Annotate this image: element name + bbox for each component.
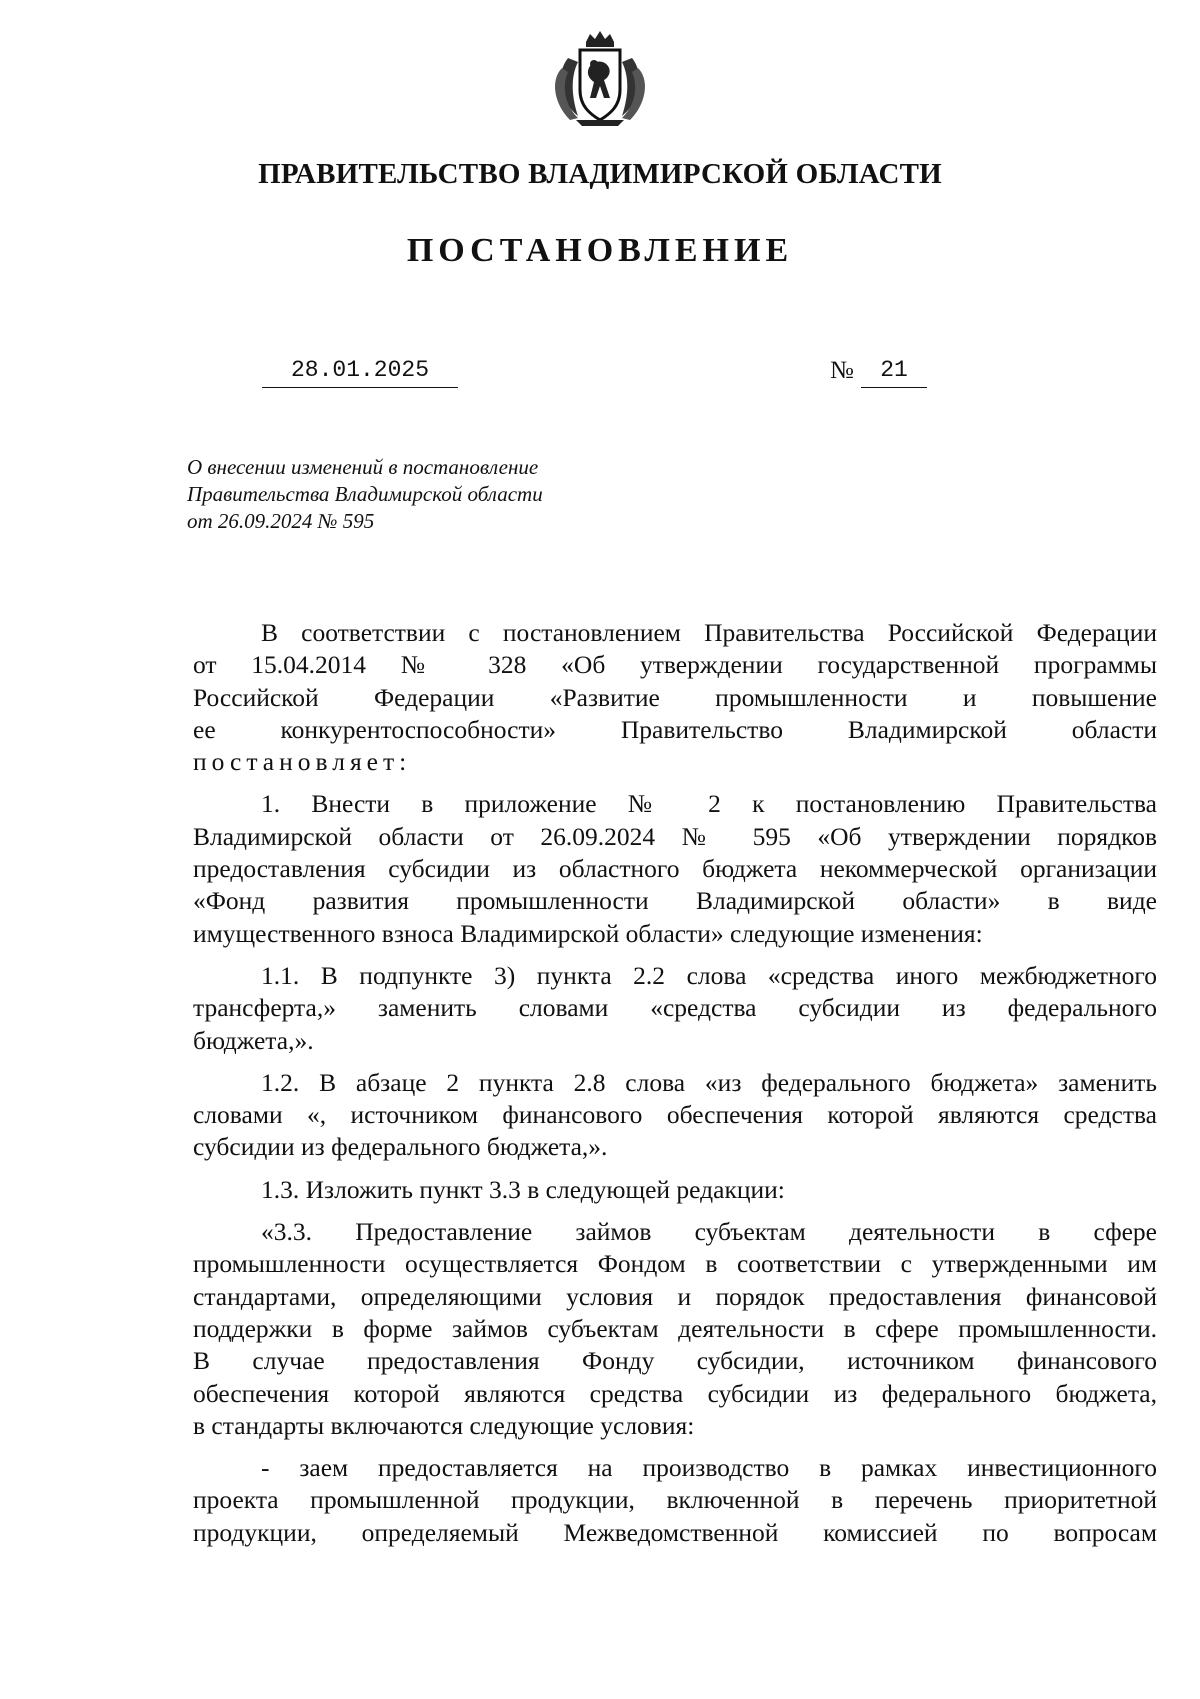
document-number: 21 xyxy=(861,357,927,388)
text-line: - заем предоставляется на производство в рамках инвестиционного xyxy=(261,1453,1157,1483)
text-line: обеспечения которой являются средства субсидии из федерального бюджета, xyxy=(193,1378,1157,1408)
item-1-3-paragraph xyxy=(193,1174,1157,1206)
text-line: «Фонд развития промышленности Владимирской области» в виде xyxy=(193,886,1157,916)
item-1-2-paragraph xyxy=(193,1067,1157,1164)
document-type: ПОСТАНОВЛЕНИЕ xyxy=(406,232,794,269)
text-line: в стандарты включаются следующие условия: xyxy=(193,1410,695,1440)
text-line: стандартами, определяющими условия и порядок предоставления финансовой xyxy=(193,1281,1157,1311)
text-line: имущественного взноса Владимирской области» следующие изменения: xyxy=(193,918,983,948)
document-body xyxy=(193,617,1157,1549)
text-line: продукции, определяемый Межведомственной комиссией по вопросам xyxy=(193,1517,1157,1547)
item-1-paragraph xyxy=(193,788,1157,949)
text-line: 1.1. В подпункте 3) пункта 2.2 слова «средства иного межбюджетного xyxy=(261,960,1157,990)
vladimir-region-coat-of-arms-icon xyxy=(548,28,652,128)
text-line: Российской Федерации «Развитие промышленности и повышение xyxy=(193,682,1157,712)
document-date: 28.01.2025 xyxy=(262,357,458,388)
text-line: В соответствии с постановлением Правительства Российской Федерации xyxy=(261,618,1157,647)
preamble-paragraph xyxy=(193,617,1157,778)
text-line: В случае предоставления Фонду субсидии, источником финансового xyxy=(193,1346,1157,1376)
number-sign: № xyxy=(830,357,854,384)
text-line: субсидии из федерального бюджета,». xyxy=(193,1132,608,1162)
text-line: поддержки в форме займов субъектам деятельности в сфере промышленности. xyxy=(193,1313,1157,1343)
text-line: постановляет: xyxy=(193,747,412,777)
text-line: Владимирской области от 26.09.2024 № 595 «Об утверждении порядков xyxy=(193,821,1157,851)
quoted-paragraph xyxy=(193,1216,1157,1442)
text-line: промышленности осуществляется Фондом в соответствии с утвержденными им xyxy=(193,1249,1157,1279)
text-line: ее конкурентоспособности» Правительство Владимирской области xyxy=(193,714,1157,744)
government-name: ПРАВИТЕЛЬСТВО ВЛАДИМИРСКОЙ ОБЛАСТИ xyxy=(258,158,942,190)
text-line: от 15.04.2014 № 328 «Об утверждении государственной программы xyxy=(193,650,1157,680)
text-line: словами «, источником финансового обеспечения которой являются средства xyxy=(193,1100,1157,1130)
text-line: трансферта,» заменить словами «средства субсидии из федерального xyxy=(193,993,1157,1023)
subject-line: О внесении изменений в постановление xyxy=(187,455,539,479)
subject-line: от 26.09.2024 № 595 xyxy=(187,509,375,533)
text-line: бюджета,». xyxy=(193,1025,314,1055)
text-line: 1.2. В абзаце 2 пункта 2.8 слова «из федерального бюджета» заменить xyxy=(261,1067,1157,1097)
document-subject xyxy=(187,454,607,535)
item-1-1-paragraph xyxy=(193,960,1157,1057)
text-line: предоставления субсидии из областного бюджета некоммерческой организации xyxy=(193,854,1157,884)
text-line: 1.3. Изложить пункт 3.3 в следующей редакции: xyxy=(261,1174,785,1204)
subject-line: Правительства Владимирской области xyxy=(187,482,543,506)
text-line: «3.3. Предоставление займов субъектам деятельности в сфере xyxy=(261,1217,1157,1247)
bullet-paragraph xyxy=(193,1452,1157,1549)
text-line: 1. Внести в приложение № 2 к постановлению Правительства xyxy=(261,789,1157,819)
text-line: проекта промышленной продукции, включенной в перечень приоритетной xyxy=(193,1485,1157,1515)
